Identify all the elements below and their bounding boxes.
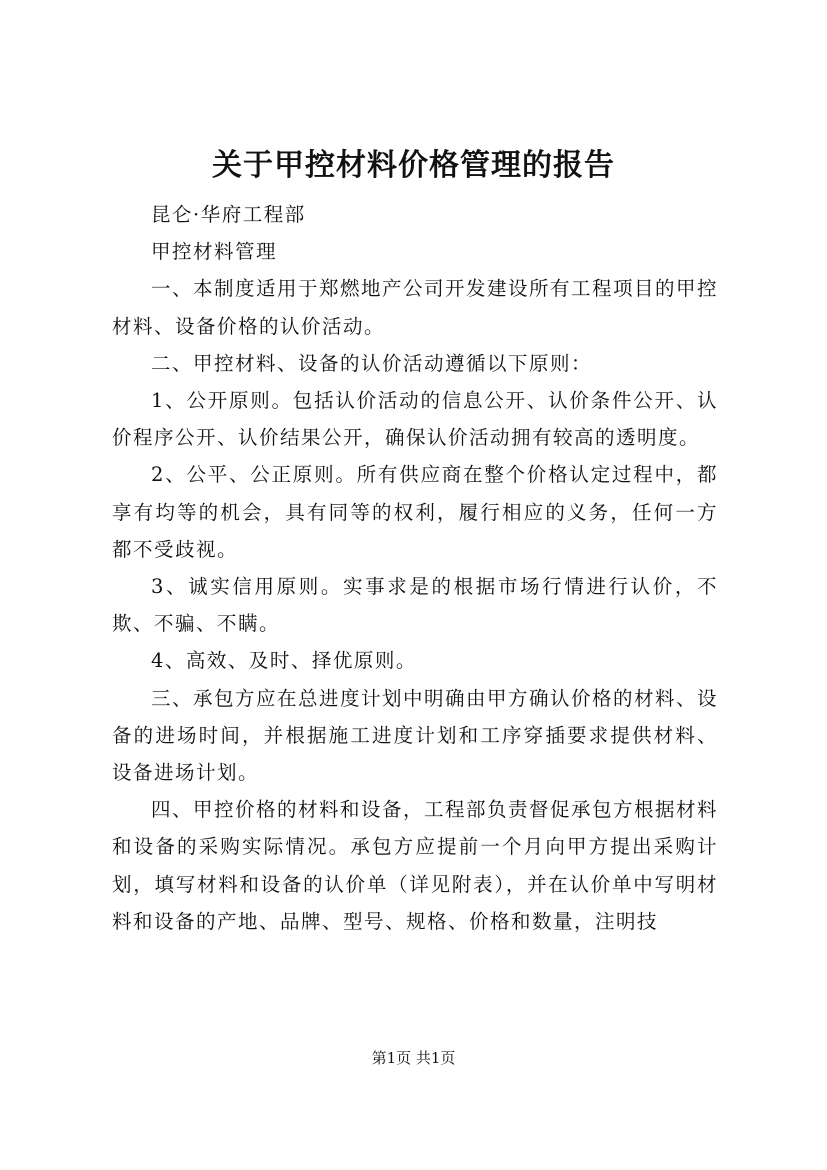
document-body	[112, 196, 718, 940]
paragraph: 昆仑·华府工程部	[151, 203, 306, 226]
paragraph: 四、甲控价格的材料和设备，工程部负责督促承包方根据材料和设备的采购实际情况。承包方应提前一个月向甲方提出采购计划，填写材料和设备的认价单（详见附表），并在认价单中写明材料和设备的产地、品牌、型号、规格、价格和数量，注明技	[112, 798, 719, 933]
paragraph: 甲控材料管理	[151, 240, 278, 264]
paragraph: 2、公平、公正原则。所有供应商在整个价格认定过程中，都享有均等的机会，具有同等的权利，履行相应的义务，任何一方都不受歧视。	[112, 463, 718, 561]
paragraph: 三、承包方应在总进度计划中明确由甲方确认价格的材料、设备的进场时间，并根据施工进度计划和工序穿插要求提供材料、设备进场计划。	[112, 686, 719, 785]
page-footer: 第1页 共1页	[371, 1049, 456, 1067]
paragraph: 二、甲控材料、设备的认价活动遵循以下原则：	[151, 351, 593, 375]
paragraph: 1、公开原则。包括认价活动的信息公开、认价条件公开、认价程序公开、认价结果公开，确保认价活动拥有较高的透明度。	[112, 389, 718, 450]
paragraph: 4、高效、及时、择优原则。	[151, 649, 417, 673]
document-title: 关于甲控材料价格管理的报告	[212, 148, 615, 183]
paragraph: 3、诚实信用原则。实事求是的根据市场行情进行认价，不欺、不骗、不瞒。	[112, 575, 718, 636]
paragraph: 一、本制度适用于郑燃地产公司开发建设所有工程项目的甲控材料、设备价格的认价活动。	[112, 277, 719, 338]
